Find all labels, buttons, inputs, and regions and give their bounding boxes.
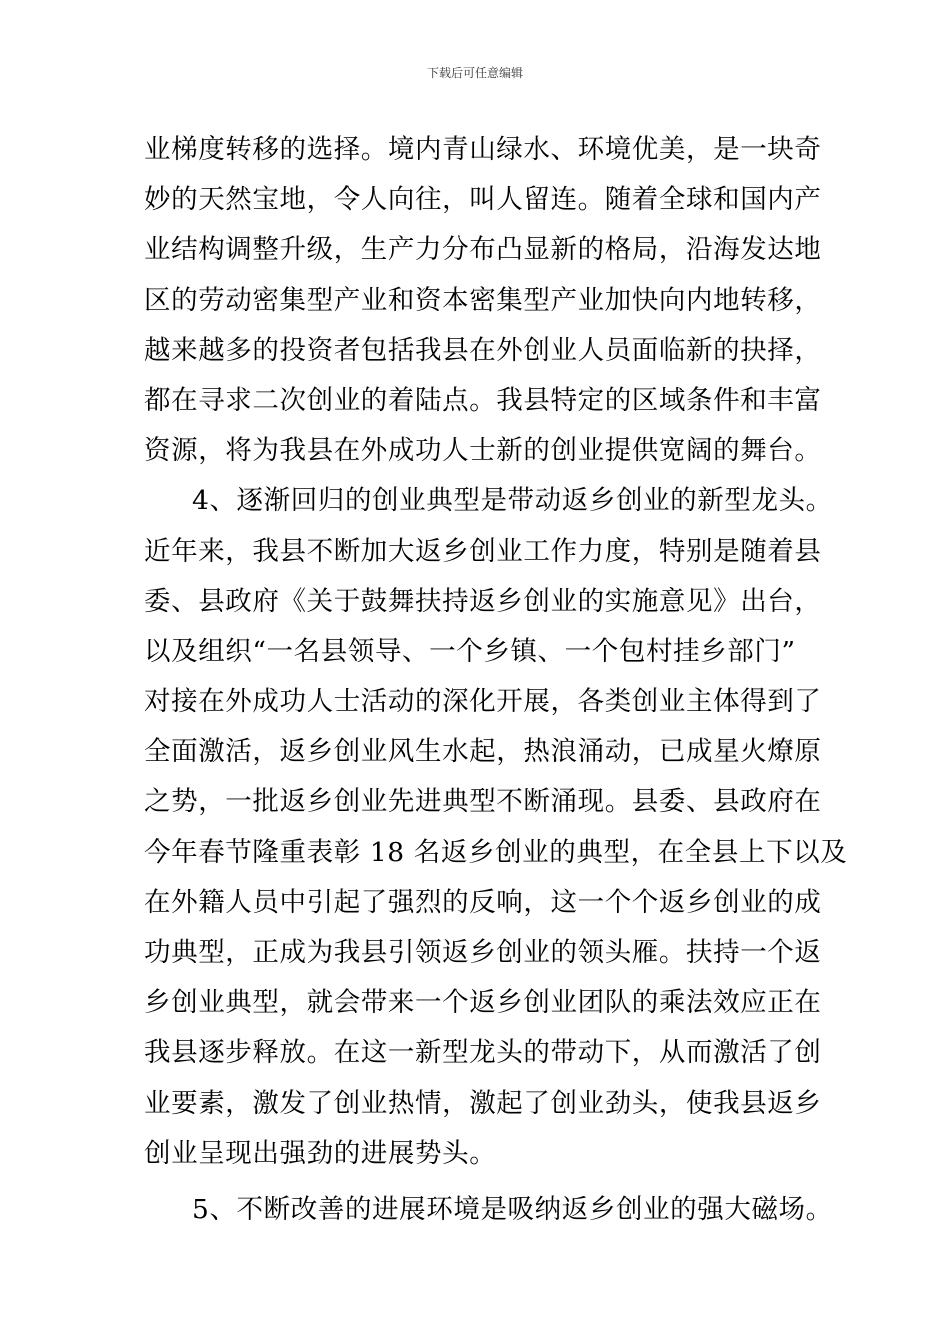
text-line: 资源，将为我县在外成功人士新的创业提供宽阔的舞台。 bbox=[144, 435, 822, 467]
text-line: 业结构调整升级，生产力分布凸显新的格局，沿海发达地 bbox=[144, 234, 822, 266]
page-header: 下载后可任意编辑 bbox=[426, 66, 523, 80]
text-line: 乡创业典型，就会带来一个返乡创业团队的乘法效应正在 bbox=[144, 987, 822, 1019]
document-body bbox=[144, 125, 848, 1235]
text-line: 委、县政府《关于鼓舞扶持返乡创业的实施意见》出台， bbox=[144, 585, 822, 617]
text-line: 越来越多的投资者包括我县在外创业人员面临新的抉择， bbox=[144, 334, 822, 366]
text-line: 都在寻求二次创业的着陆点。我县特定的区域条件和丰富 bbox=[144, 384, 822, 416]
text-line: 创业呈现出强劲的进展势头。 bbox=[144, 1137, 497, 1169]
text-line: 全面激活，返乡创业风生水起，热浪涌动，已成星火燎原 bbox=[144, 736, 822, 768]
text-line: 功典型，正成为我县引领返乡创业的领头雁。扶持一个返 bbox=[144, 937, 822, 968]
text-line: 业梯度转移的选择。境内青山绿水、环境优美，是一块奇 bbox=[144, 134, 822, 165]
text-line: 以及组织“一名县领导、一个乡镇、一个包村挂乡部门” bbox=[144, 635, 796, 667]
text-line: 妙的天然宝地，令人向往，叫人留连。随着全球和国内产 bbox=[144, 184, 822, 216]
text-line: 我县逐步释放。在这一新型龙头的带动下，从而激活了创 bbox=[144, 1037, 822, 1069]
text-line: 之势，一批返乡创业先进典型不断涌现。县委、县政府在 bbox=[144, 786, 822, 818]
text-line: 近年来，我县不断加大返乡创业工作力度，特别是随着县 bbox=[144, 535, 822, 567]
text-line: 在外籍人员中引起了强烈的反响，这一个个返乡创业的成 bbox=[144, 886, 822, 918]
paragraph-heading-5: 5、不断改善的进展环境是吸纳返乡创业的强大磁场。 bbox=[192, 1193, 833, 1225]
text-line: 业要素，激发了创业热情，激起了创业劲头，使我县返乡 bbox=[144, 1087, 822, 1119]
paragraph-heading-4: 4、逐渐回归的创业典型是带动返乡创业的新型龙头。 bbox=[192, 485, 833, 517]
text-line: 区的劳动密集型产业和资本密集型产业加快向内地转移， bbox=[144, 284, 822, 316]
text-line: 对接在外成功人士活动的深化开展，各类创业主体得到了 bbox=[144, 686, 822, 718]
text-line: 今年春节隆重表彰 18 名返乡创业的典型，在全县上下以及 bbox=[144, 836, 848, 868]
